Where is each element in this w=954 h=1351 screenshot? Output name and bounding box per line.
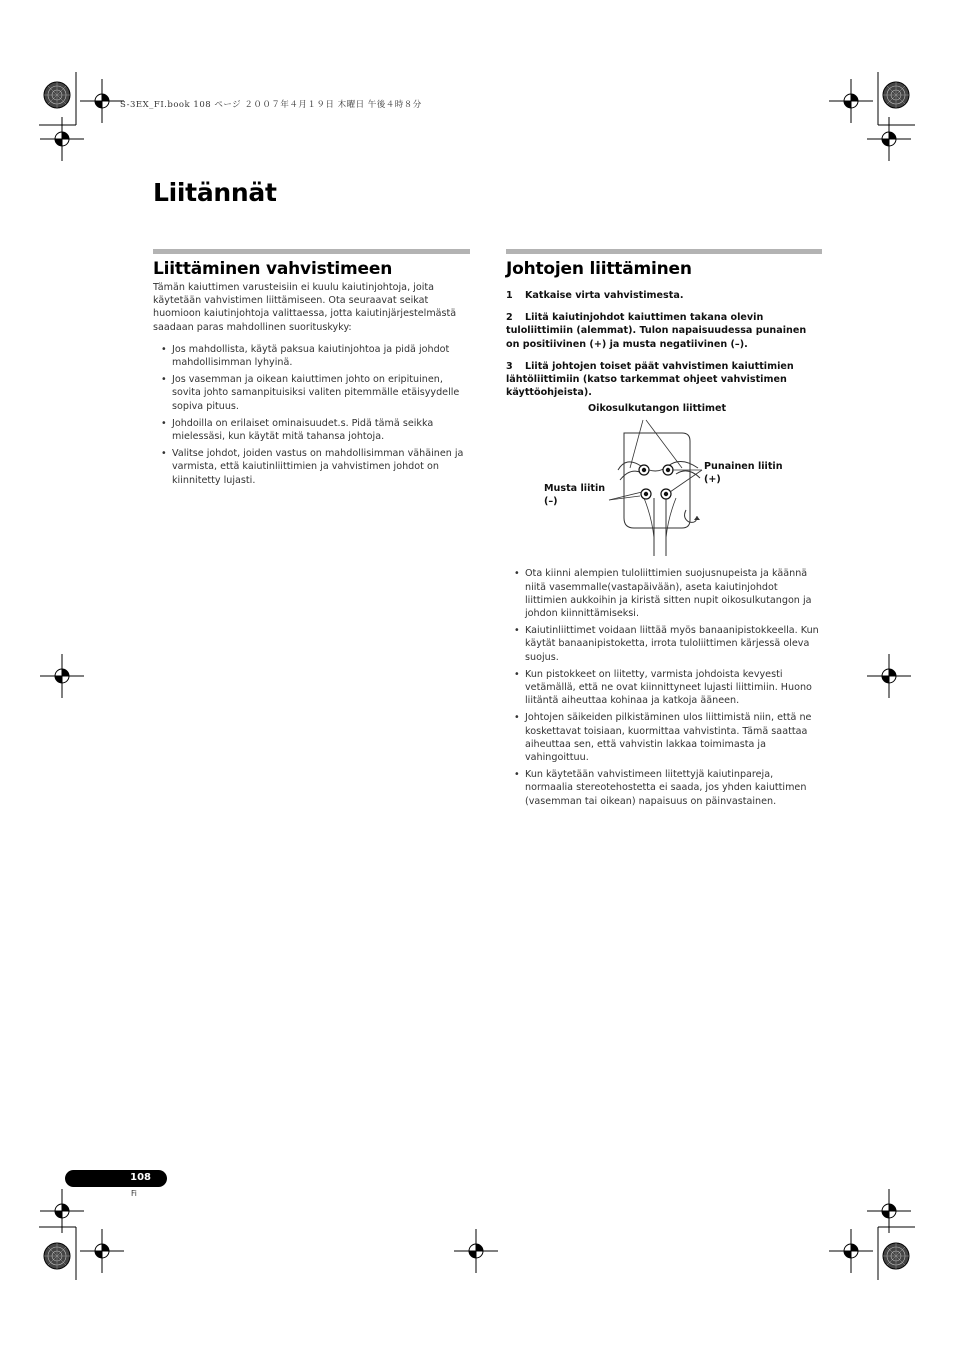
red-terminal-label [704,460,783,486]
step-number: 1 [506,290,513,301]
shorting-bar-label: Oikosulkutangon liittimet [588,403,727,415]
terminal-diagram [506,403,822,558]
step-text: Liitä johtojen toiset päät vahvistimen kaiuttimien lähtöliittimiin (katso tarkemmat ohjeet vahvistimen käyttöohjeista). [506,360,794,399]
step-3 [506,360,822,400]
step-2 [506,311,822,351]
step-1 [506,289,822,302]
list-item: • Johtojen säikeiden pilkistäminen ulos liittimistä niin, että ne koskettavat toisiaan, kuormittaa vahvistinta. Tämä saattaa aiheuttaa sen, että vahvistin lakkaa toimimasta ja vahingoittuu. [506,711,822,764]
book-file-info: S-3EX_FI.book 108 ページ ２００７年４月１９日 木曜日 午後４時８分 [120,100,422,110]
red-terminal-polarity: (+) [704,474,721,486]
section-heading: Liittäminen vahvistimeen [153,259,393,279]
step-number: 3 [506,360,513,372]
list-item: • Kun käytetään vahvistimeen liitettyjä kaiutinpareja, normaalia stereotehostetta ei saada, jos yhden kaiuttimen (vasemman tai oikean) napaisuus on päinvastainen. [506,768,822,808]
step-text: Liitä kaiutinjohdot kaiuttimen takana olevin tuloliittimiin (alemmat). Tulon napaisuudessa punainen on positiivinen (+) ja musta negatiivinen (–). [506,312,807,350]
page-title: Liitännät [153,178,277,207]
list-item: • Johdoilla on erilaiset ominaisuudet.s. Pidä tämä seikka mielessäsi, kun käytät mitä tahansa johtoja. [153,417,470,443]
right-section [506,249,822,812]
section-rule [506,249,822,254]
section-rule [153,249,470,254]
intro-paragraph: Tämän kaiuttimen varusteisiin ei kuulu kaiutinjohtoja, joita käytetään vahvistimen liittämiseen. Ota seuraavat seikat huomioon kaiutinjohtoja valittaessa, jotta kaiutinjärjestelmästä saadaan paras mahdollinen suorituskyky: [153,282,457,333]
list-item: • Kaiutinliittimet voidaan liittää myös banaanipistokkeella. Kun käytät banaanipistoketta, irrota tuloliittimen kärjessä oleva suojus. [506,624,822,664]
list-item: • Valitse johdot, joiden vastus on mahdollisimman vähäinen ja varmista, että kaiutinliittimien ja vahvistimen johdot on kiinnitetty lujasti. [153,447,470,487]
step-text: Katkaise virta vahvistimesta. [525,290,684,301]
notes-list [506,567,822,807]
black-terminal-label [544,482,605,508]
list-item: • Jos mahdollista, käytä paksua kaiutinjohtoa ja pidä johdot mahdollisimman lyhyinä. [153,343,470,369]
tips-list [153,343,470,487]
language-code: Fi [131,1189,137,1198]
black-terminal-label-text: Musta liitin [544,483,606,495]
black-terminal-polarity: (–) [544,496,558,508]
section-heading: Johtojen liittäminen [506,259,692,279]
left-section [153,249,470,491]
red-terminal-label-text: Punainen liitin [704,461,783,473]
page-number-tab [65,1170,167,1187]
list-item: • Jos vasemman ja oikean kaiuttimen johto on eripituinen, sovita johto samanpituisiksi valiten pitemmälle etäisyydelle sopiva pituus. [153,373,470,413]
list-item: • Ota kiinni alempien tuloliittimien suojusnupeista ja käännä niitä vasemmalle(vastapäivään), aseta kaiutinjohdot liittimien aukkoihin ja kiristä sitten nupit oikosulkutangon ja johdon kiinnittämiseksi. [506,567,822,620]
page-number: 108 [130,1172,151,1183]
list-item: • Kun pistokkeet on liitetty, varmista johdoista kevyesti vetämällä, että ne ovat kiinnittyneet lujasti liittimiin. Huono liitäntä aiheuttaa kohinaa ja katkoja ääneen. [506,668,822,708]
step-number: 2 [506,312,513,324]
